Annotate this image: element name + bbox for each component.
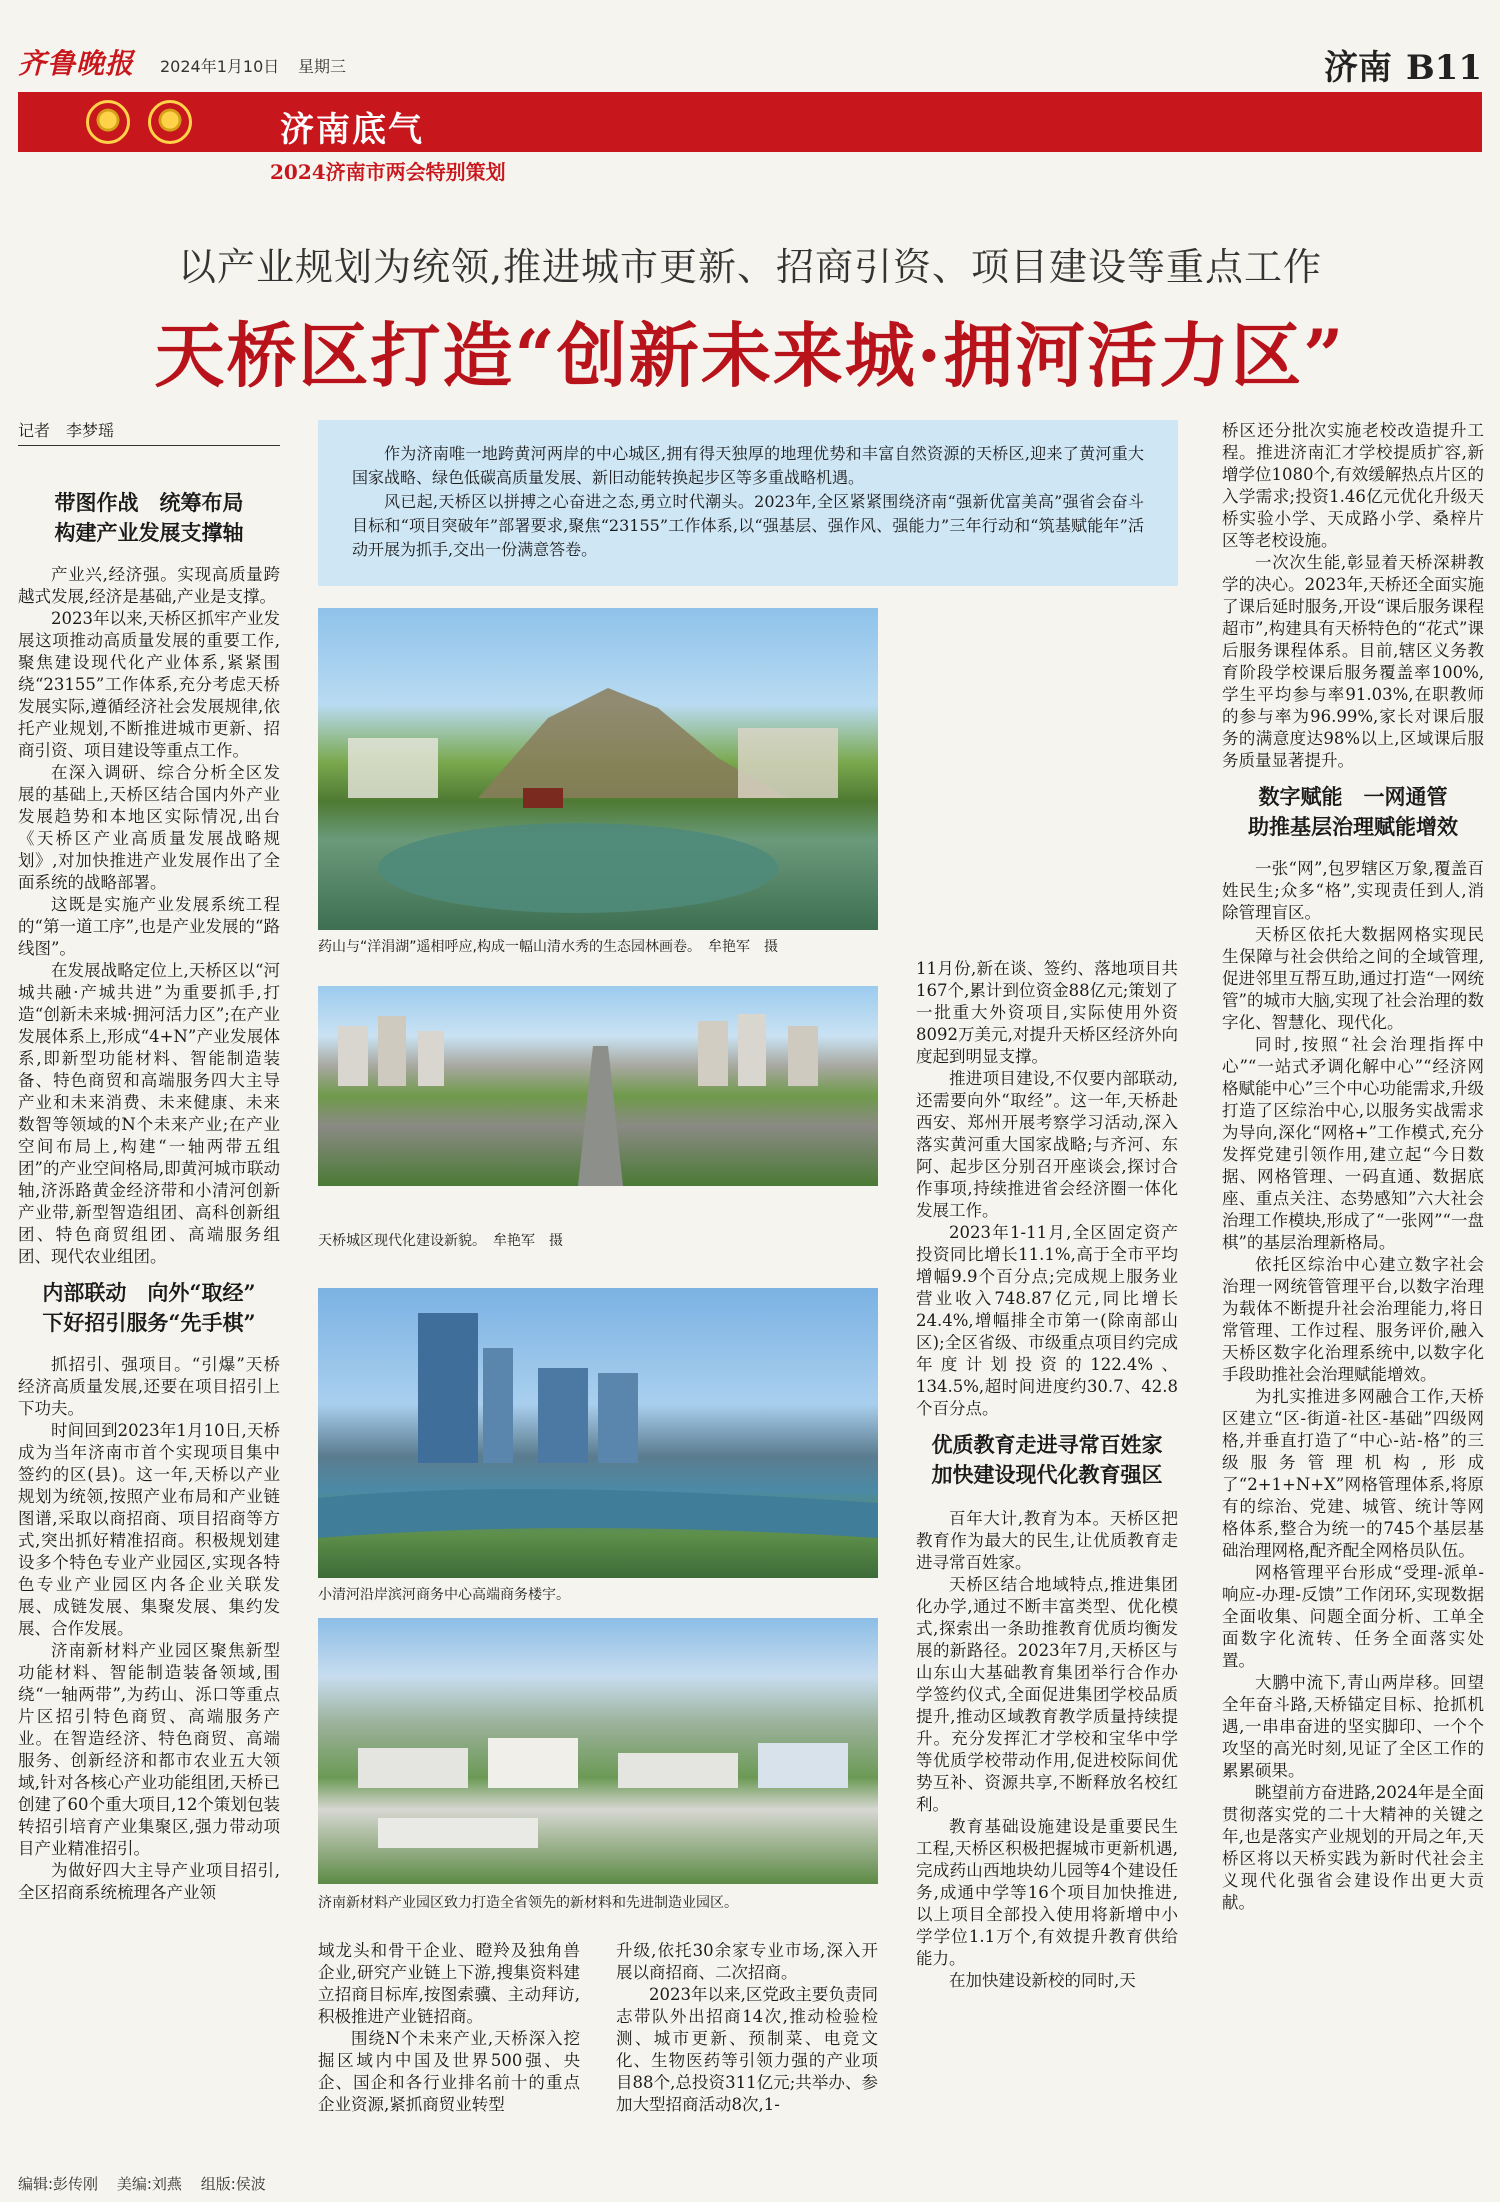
- paragraph: 升级,依托30余家专业市场,深入开展以商招商、二次招商。: [616, 1941, 878, 1982]
- paragraph: 一张“网”,包罗辖区万象,覆盖百姓民生;众多“格”,实现责任到人,消除管理盲区。: [1222, 859, 1484, 922]
- article-column-3a: [916, 958, 1178, 1506]
- intro-paragraph: 风已起,天桥区以拼搏之心奋进之态,勇立时代潮头。2023年,全区紧紧围绕济南“强新优富美高”强省会奋斗目标和“项目突破年”部署要求,聚焦“23155”工作体系,以“强基层、强作风、强能力”三年行动和“筑基赋能年”活动开展为抓手,交出一份满意答卷。: [352, 492, 1144, 559]
- section-name: 济南: [1323, 48, 1392, 88]
- paragraph: 依托区综治中心建立数字社会治理一网统管管理平台,以数字治理为载体不断提升社会治理能力,将日常管理、工作过程、服务评价,融入天桥区数字化治理系统中,以数字化手段助推社会治理赋能增效。: [1222, 1255, 1484, 1384]
- paragraph: 网格管理平台形成“受理-派单-响应-办理-反馈”工作闭环,实现数据全面收集、问题全面分析、工单全面数字化流转、任务全面落实处置。: [1222, 1563, 1484, 1670]
- article-column-3: [616, 1940, 878, 2116]
- photo-cityscape: [318, 986, 878, 1186]
- subhead-investment: 内部联动 向外“取经” 下好招引服务“先手棋”: [42, 1280, 256, 1335]
- paragraph: 在深入调研、综合分析全区发展的基础上,天桥区结合国内外产业发展趋势和本地区实际情况,出台《天桥区产业高质量发展战略规划》,对加快推进产业发展作出了全面系统的战略部署。: [18, 763, 280, 892]
- page-number: B11: [1405, 48, 1482, 88]
- article-column-1: [18, 478, 280, 1904]
- paragraph: 围绕N个未来产业,天桥深入挖掘区域内中国及世界500强、央企、国企和各行业排名前十的重点企业资源,紧抓商贸业转型: [318, 2029, 580, 2114]
- subhead-education: 优质教育走进寻常百姓家 加快建设现代化教育强区: [931, 1432, 1163, 1487]
- npc-emblem-icon: [148, 100, 192, 144]
- paragraph: 2023年1-11月,全区固定资产投资同比增长11.1%,高于全市平均增幅9.9个百分点;完成规上服务业营业收入748.87亿元,同比增长24.4%,增幅排全市第一(除南部山区);全区省级、市级重点项目约完成年度计划投资的122.4%、134.5%,超时间进度约30.7、42.8个百分点。: [916, 1223, 1178, 1418]
- photo-industrial-park: [318, 1618, 878, 1884]
- photo-caption-4: 济南新材料产业园区致力打造全省领先的新材料和先进制造业园区。: [318, 1895, 738, 1911]
- paragraph: 产业兴,经济强。实现高质量跨越式发展,经济是基础,产业是支撑。: [18, 565, 280, 606]
- photo-yaoshan-lake: [318, 608, 878, 930]
- issue-date: 2024年1月10日: [160, 57, 280, 76]
- paragraph: 抓招引、强项目。“引爆”天桥经济高质量发展,还要在项目招引上下功夫。: [18, 1355, 280, 1418]
- paragraph: 同时,按照“社会治理指挥中心”“一站式矛调化解中心”“经济网格赋能中心”三个中心功能需求,升级打造了区综治中心,以服务实战需求为导向,深化“网格+”工作模式,充分发挥党建引领作用,建立起“今日数据、网格管理、一码直通、数据底座、重点关注、态势感知”六大社会治理工作模块,形成了“一张网”“一盘棋”的基层治理新格局。: [1222, 1035, 1484, 1252]
- page-label: [1324, 40, 1482, 89]
- column-subtitle: 2024济南市两会特别策划: [270, 160, 506, 184]
- photo-industrial-park-illustration: [318, 1618, 878, 1884]
- intro-paragraph: 作为济南唯一地跨黄河两岸的中心城区,拥有得天独厚的地理优势和丰富自然资源的天桥区,迎来了黄河重大国家战略、绿色低碳高质量发展、新旧动能转换起步区等多重战略机遇。: [352, 444, 1144, 487]
- article-column-2: [318, 1940, 580, 2116]
- kicker-headline: 以产业规划为统领,推进城市更新、招商引资、项目建设等重点工作: [177, 245, 1323, 289]
- paragraph: 在加快建设新校的同时,天: [949, 1971, 1136, 1990]
- paper-name: 齐鲁晚报: [18, 47, 135, 80]
- subhead-industry: 带图作战 统筹布局 构建产业发展支撑轴: [54, 490, 244, 545]
- main-headline: 天桥区打造“创新未来城·拥河活力区”: [154, 314, 1346, 397]
- paragraph: 济南新材料产业园区聚焦新型功能材料、智能制造装备领域,围绕“一轴两带”,为药山、泺口等重点片区招引特色商贸、高端服务产业。在智造经济、特色商贸、高端服务、创新经济和都市农业五大领域,针对各核心产业功能组团,天桥已创建了60个重大项目,12个策划包装转招引培育产业集聚区,强力带动项目产业精准招引。: [18, 1641, 280, 1858]
- photo-caption-2: 天桥城区现代化建设新貌。 牟艳军 摄: [318, 1233, 563, 1249]
- paragraph: 时间回到2023年1月10日,天桥成为当年济南市首个实现项目集中签约的区(县)。这一年,天桥以产业规划为统领,按照产业布局和产业链图谱,采取以商招商、项目招商等方式,突出抓好精准招商。积极规划建设多个特色专业产业园区,实现各特色专业产业园区内各企业关联发展、成链发展、集聚发展、集约发展、合作发展。: [18, 1421, 280, 1638]
- paragraph: 教育基础设施建设是重要民生工程,天桥区积极把握城市更新机遇,完成药山西地块幼儿园等4个建设任务,成通中学等16个项目加快推进,以上项目全部投入使用将新增中小学学位1.1万个,有效提升教育供给能力。: [916, 1817, 1178, 1968]
- column-banner: [18, 92, 1482, 152]
- subhead-governance: 数字赋能 一网通管 助推基层治理赋能增效: [1248, 784, 1458, 839]
- paragraph: 百年大计,教育为本。天桥区把教育作为最大的民生,让优质教育走进寻常百姓家。: [916, 1509, 1178, 1572]
- issue-weekday: 星期三: [298, 57, 347, 76]
- masthead: [18, 40, 1482, 88]
- paragraph: 推进项目建设,不仅要内部联动,还需要向外“取经”。这一年,天桥赴西安、郑州开展考察学习活动,深入落实黄河重大国家战略;与齐河、东阿、起步区分别召开座谈会,探讨合作事项,持续推进省会经济圈一体化发展工作。: [916, 1069, 1178, 1220]
- paragraph: 这既是实施产业发展系统工程的“第一道工序”,也是产业发展的“路线图”。: [18, 895, 280, 958]
- page-footer: [18, 2173, 280, 2194]
- photo-cityscape-illustration: [318, 986, 878, 1186]
- photo-yaoshan-lake-illustration: [318, 608, 878, 930]
- paragraph: 大鹏中流下,青山两岸移。回望全年奋斗路,天桥锚定目标、抢抓机遇,一串串奋进的坚实脚印、一个个攻坚的高光时刻,见证了全区工作的累累硕果。: [1222, 1673, 1484, 1780]
- paragraph: 为做好四大主导产业项目招引,全区招商系统梳理各产业领: [18, 1861, 280, 1902]
- photo-business-towers: [318, 1288, 878, 1578]
- paragraph: 桥区还分批次实施老校改造提升工程。推进济南汇才学校提质扩容,新增学位1080个,有效缓解热点片区的入学需求;投资1.46亿元优化升级天桥实验小学、天成路小学、桑梓片区等老校设施。: [1222, 421, 1484, 550]
- paragraph: 2023年以来,天桥区抓牢产业发展这项推动高质量发展的重要工作,聚焦建设现代化产业体系,紧紧围绕“23155”工作体系,充分考虑天桥发展实际,遵循经济社会发展规律,依托产业规划,不断推进城市更新、招商引资、项目建设等重点工作。: [18, 609, 280, 760]
- photo-caption-1: 药山与“洋涓湖”遥相呼应,构成一幅山清水秀的生态园林画卷。 牟艳军 摄: [318, 939, 778, 955]
- editor-credit: 编辑:彭传刚: [18, 2175, 99, 2193]
- byline: 记者 李梦瑶: [18, 418, 280, 446]
- paragraph: 天桥区依托大数据网格实现民生保障与社会供给之间的全域管理,促进邻里互帮互助,通过打造“一网统管”的城市大脑,实现了社会治理的数字化、智慧化、现代化。: [1222, 925, 1484, 1032]
- article-column-4: [1222, 420, 1484, 1914]
- paragraph: 在发展战略定位上,天桥区以“河城共融·产城共进”为重要抓手,打造“创新未来城·拥河活力区”;在产业发展体系上,形成“4+N”产业发展体系,即新型功能材料、智能制造装备、特色商贸和高端服务四大主导产业和未来消费、未来健康、未来数智等领域的N个未来产业;在产业空间布局上,构建“一轴两带五组团”的产业空间格局,即黄河城市联动轴,济泺路黄金经济带和小清河创新产业带,新型智造组团、高科创新组团、特色商贸组团、高端服务组团、现代农业组团。: [18, 961, 280, 1266]
- designer-credit: 美编:刘燕: [116, 2175, 182, 2193]
- intro-box: [318, 420, 1178, 586]
- paragraph: 天桥区结合地域特点,推进集团化办学,通过不断丰富类型、优化模式,探索出一条助推教育优质均衡发展的新路径。2023年7月,天桥区与山东山大基础教育集团举行合作办学签约仪式,全面促进集团学校品质提升,推动区域教育教学质量持续提升。充分发挥汇才学校和宝华中学等优质学校带动作用,促进校际间优势互补、资源共享,不断释放名校红利。: [916, 1575, 1178, 1814]
- photo-caption-3: 小清河沿岸滨河商务中心高端商务楼宇。: [318, 1587, 570, 1603]
- paragraph: 2023年以来,区党政主要负责同志带队外出招商14次,推动检验检测、城市更新、预制菜、电竞文化、生物医药等引领力强的产业项目88个,总投资311亿元;共举办、参加大型招商活动8次,1-: [616, 1985, 878, 2114]
- national-emblem-icon: [86, 100, 130, 144]
- layout-credit: 组版:侯波: [200, 2175, 266, 2193]
- paragraph: 为扎实推进多网融合工作,天桥区建立“区-街道-社区-基础”四级网格,并垂直打造了“中心-站-格”的三级服务管理机构,形成了“2+1+N+X”网格管理体系,将原有的综治、党建、城管、统计等网格体系,整合为统一的745个基层基础治理网格,配齐配全网格员队伍。: [1222, 1387, 1484, 1560]
- article-column-3c: [916, 1508, 1178, 1992]
- paragraph: 一次次生能,彰显着天桥深耕教学的决心。2023年,天桥还全面实施了课后延时服务,开设“课后服务课程超市”,构建具有天桥特色的“花式”课后服务课程体系。目前,辖区义务教育阶段学校课后服务覆盖率100%,学生平均参与率91.03%,在职教师的参与率为96.99%,家长对课后服务的满意度达98%以上,区域课后服务质量显著提升。: [1222, 553, 1484, 770]
- photo-business-towers-illustration: [318, 1288, 878, 1578]
- column-name: 济南底气: [280, 110, 424, 150]
- paragraph: 11月份,新在谈、签约、落地项目共167个,累计到位资金88亿元;策划了一批重大外资项目,实际使用外资8092万美元,对提升天桥区经济外向度起到明显支撑。: [916, 959, 1178, 1066]
- paragraph: 眺望前方奋进路,2024年是全面贯彻落实党的二十大精神的关键之年,也是落实产业规划的开局之年,天桥区将以天桥实践为新时代社会主义现代化强省会建设作出更大贡献。: [1222, 1783, 1484, 1912]
- paragraph: 域龙头和骨干企业、瞪羚及独角兽企业,研究产业链上下游,搜集资料建立招商目标库,按图索骥、主动拜访,积极推进产业链招商。: [318, 1941, 580, 2026]
